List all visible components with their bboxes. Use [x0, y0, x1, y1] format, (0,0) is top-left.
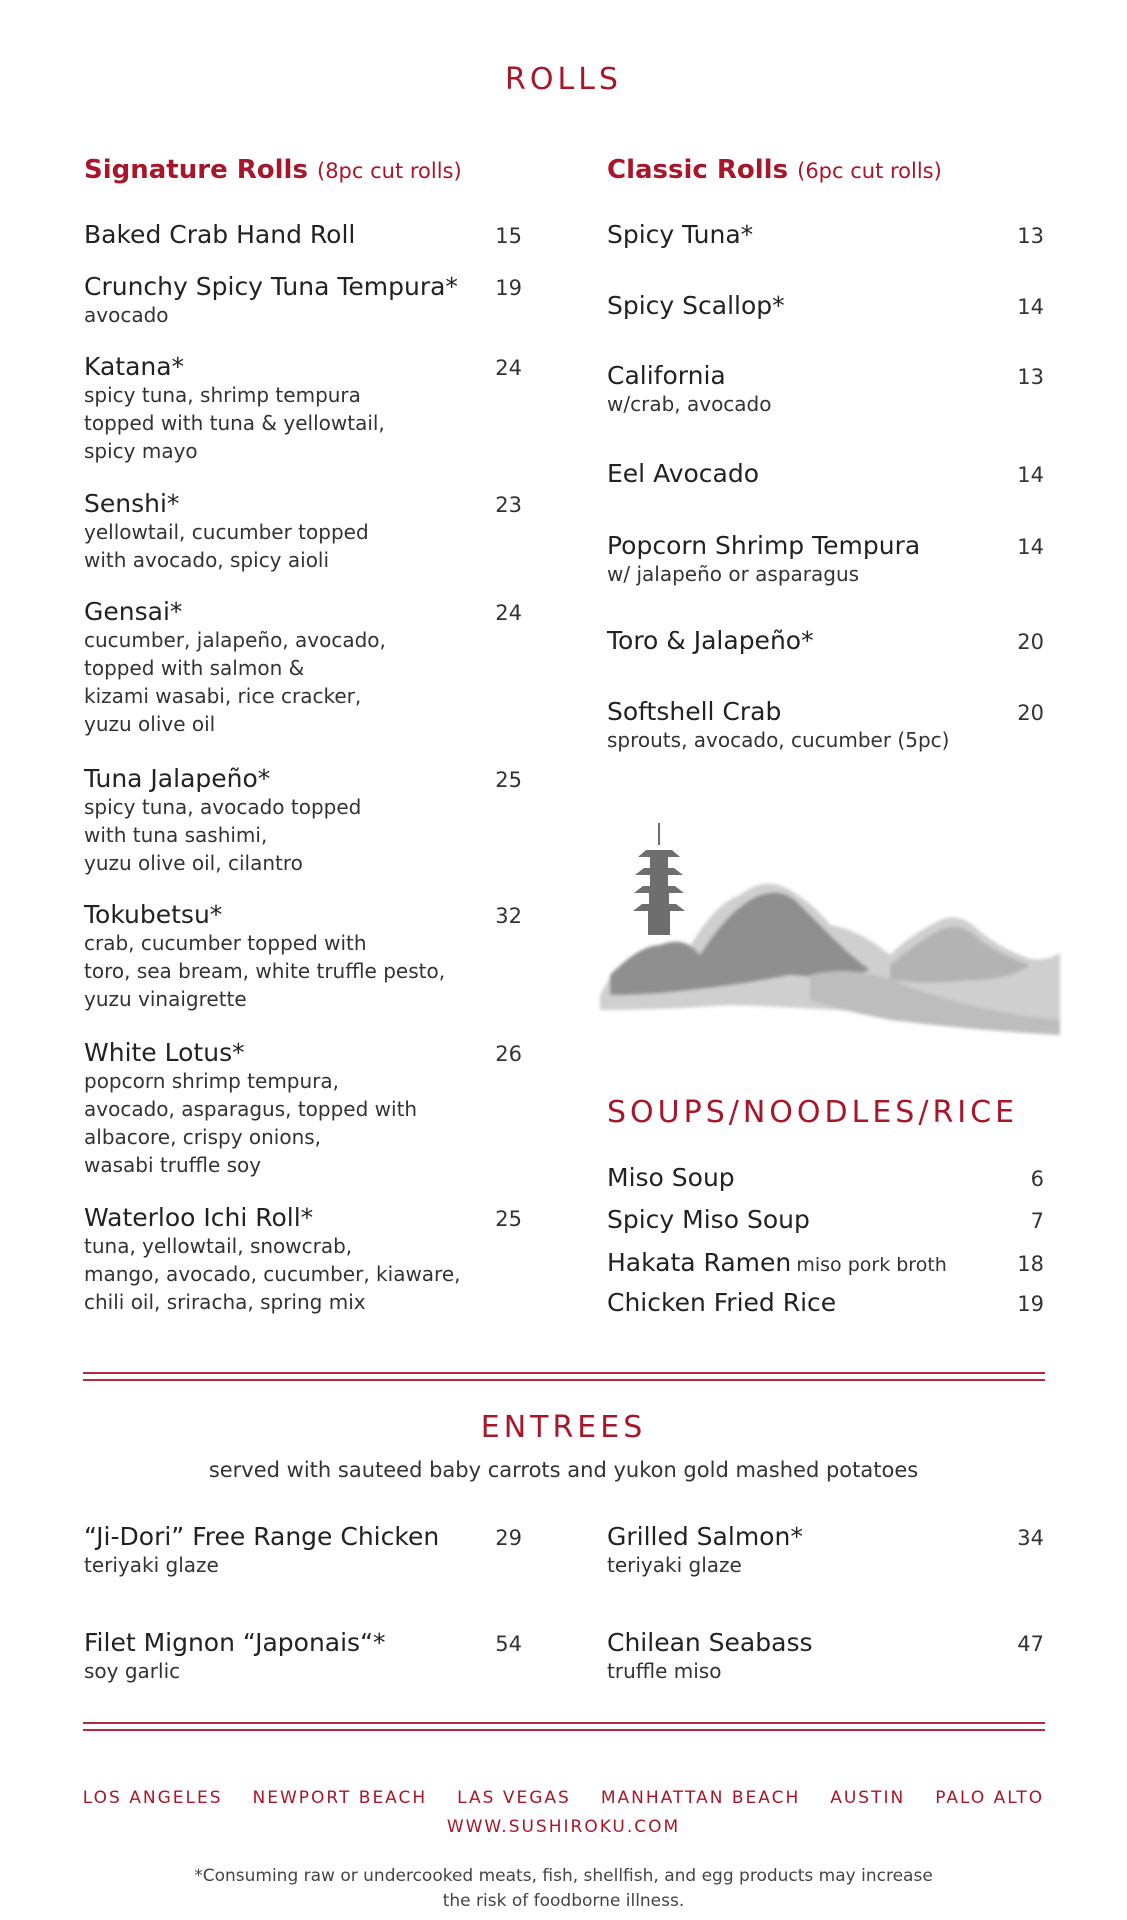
menu-item-row [84, 272, 522, 301]
menu-item-description: albacore, crispy onions, [84, 1125, 322, 1149]
menu-item-price: 25 [495, 768, 522, 792]
menu-item-price: 34 [1017, 1526, 1044, 1550]
menu-item-description: wasabi truffle soy [84, 1153, 262, 1177]
menu-item-price: 15 [495, 224, 522, 248]
menu-item-row [84, 900, 522, 929]
menu-item-row [84, 597, 522, 626]
soup-item-label [607, 1205, 810, 1234]
classic-rolls-title: Classic Rolls [607, 155, 789, 185]
menu-item-price: 54 [495, 1632, 522, 1656]
menu-item-description: yuzu vinaigrette [84, 987, 247, 1011]
menu-item-price: 32 [495, 904, 522, 928]
menu-item-price: 24 [495, 356, 522, 380]
menu-item [607, 626, 1044, 655]
menu-item-name: Popcorn Shrimp Tempura [607, 531, 921, 560]
menu-item [84, 1522, 522, 1579]
menu-item-name: Softshell Crab [607, 697, 782, 726]
menu-item [84, 272, 522, 329]
location-item: MANHATTAN BEACH [600, 1788, 801, 1808]
soup-item-name: Hakata Ramen [607, 1248, 792, 1277]
menu-item [607, 220, 1044, 249]
menu-item-description: w/crab, avocado [607, 392, 772, 416]
menu-item-description: w/ jalapeño or asparagus [607, 562, 860, 586]
menu-item [607, 459, 1044, 488]
soup-item-name: Chicken Fried Rice [607, 1288, 837, 1317]
menu-item-name: Senshi* [84, 489, 180, 518]
menu-item-price: 14 [1017, 535, 1044, 559]
menu-item [607, 1628, 1044, 1685]
menu-item-name: White Lotus* [84, 1038, 245, 1067]
soup-item-price: 18 [1017, 1252, 1044, 1276]
soups-section-title: SOUPS/NOODLES/RICE [607, 1095, 1019, 1130]
soup-item-price: 6 [1030, 1167, 1044, 1191]
menu-item-row [607, 220, 1044, 249]
menu-item [84, 220, 522, 249]
menu-item [607, 1522, 1044, 1579]
signature-rolls-note: (8pc cut rolls) [317, 159, 462, 183]
menu-item-description: spicy mayo [84, 439, 198, 463]
menu-item-price: 25 [495, 1207, 522, 1231]
menu-item-price: 13 [1017, 365, 1044, 389]
locations-list [0, 1788, 1127, 1808]
menu-item [84, 1203, 522, 1316]
divider-rule-bottom-2 [83, 1729, 1045, 1731]
disclaimer-line-2: the risk of foodborne illness. [442, 1891, 685, 1911]
location-item: LOS ANGELES [82, 1788, 223, 1808]
menu-item-description: avocado, asparagus, topped with [84, 1097, 418, 1121]
menu-item-name: Spicy Scallop* [607, 291, 785, 320]
menu-item [607, 361, 1044, 418]
soup-item [607, 1248, 1044, 1277]
menu-item-price: 26 [495, 1042, 522, 1066]
menu-item-name: Eel Avocado [607, 459, 760, 488]
menu-item-row [84, 1038, 522, 1067]
menu-item-name: Spicy Tuna* [607, 220, 754, 249]
menu-item [84, 1038, 522, 1179]
soup-item-inline-description: miso pork broth [796, 1254, 947, 1276]
soup-item-label [607, 1248, 947, 1277]
menu-item-description: soy garlic [84, 1659, 181, 1683]
menu-item [607, 697, 1044, 754]
soup-item [607, 1205, 1044, 1234]
signature-rolls-header [84, 155, 462, 185]
menu-item-description: yuzu olive oil, cilantro [84, 851, 303, 875]
menu-item-price: 14 [1017, 295, 1044, 319]
signature-rolls-title: Signature Rolls [84, 155, 308, 185]
menu-item-name: Katana* [84, 352, 185, 381]
menu-item-description: yellowtail, cucumber topped [84, 520, 369, 544]
menu-item [84, 900, 522, 1013]
menu-item-description: topped with salmon & [84, 656, 305, 680]
pagoda-mountain-landscape-icon [590, 805, 1070, 1040]
soup-item-name: Miso Soup [607, 1163, 735, 1192]
menu-item-description: teriyaki glaze [607, 1553, 742, 1577]
classic-rolls-note: (6pc cut rolls) [797, 159, 942, 183]
menu-item-description: popcorn shrimp tempura, [84, 1069, 340, 1093]
menu-item-row [84, 352, 522, 381]
divider-rule-top-1 [83, 1372, 1045, 1374]
menu-item-description: truffle miso [607, 1659, 722, 1683]
classic-rolls-header [607, 155, 942, 185]
soup-item-row [607, 1205, 1044, 1234]
soup-item-row [607, 1163, 1044, 1192]
menu-item-price: 47 [1017, 1632, 1044, 1656]
menu-item-name: Waterloo Ichi Roll* [84, 1203, 314, 1232]
location-item: LAS VEGAS [457, 1788, 571, 1808]
entrees-section-title: ENTREES [480, 1410, 647, 1445]
menu-item-row [607, 1522, 1044, 1551]
menu-item [84, 1628, 522, 1685]
menu-item-name: Toro & Jalapeño* [607, 626, 814, 655]
menu-item-name: Grilled Salmon* [607, 1522, 803, 1551]
menu-item [607, 291, 1044, 320]
soup-item-row [607, 1288, 1044, 1317]
soup-item-row [607, 1248, 1044, 1277]
menu-item-price: 23 [495, 493, 522, 517]
menu-item-name: Baked Crab Hand Roll [84, 220, 356, 249]
menu-item-row [84, 489, 522, 518]
menu-item-price: 20 [1017, 701, 1044, 725]
menu-item-row [84, 1203, 522, 1232]
menu-item-row [84, 1522, 522, 1551]
location-item: AUSTIN [830, 1788, 906, 1808]
menu-item-description: cucumber, jalapeño, avocado, [84, 628, 386, 652]
menu-item-price: 19 [495, 276, 522, 300]
menu-item-price: 24 [495, 601, 522, 625]
menu-item-name: Tokubetsu* [84, 900, 223, 929]
menu-item-name: Crunchy Spicy Tuna Tempura* [84, 272, 458, 301]
menu-item-description: with avocado, spicy aioli [84, 548, 330, 572]
menu-item-description: with tuna sashimi, [84, 823, 268, 847]
menu-item-description: kizami wasabi, rice cracker, [84, 684, 362, 708]
menu-item [607, 531, 1044, 588]
menu-item-description: tuna, yellowtail, snowcrab, [84, 1234, 353, 1258]
menu-item-name: “Ji-Dori” Free Range Chicken [84, 1522, 440, 1551]
menu-item [84, 352, 522, 465]
menu-item-row [84, 764, 522, 793]
divider-rule-top-2 [83, 1379, 1045, 1381]
menu-item-price: 29 [495, 1526, 522, 1550]
menu-item-name: Tuna Jalapeño* [84, 764, 271, 793]
menu-item-name: Gensai* [84, 597, 183, 626]
soup-item-name: Spicy Miso Soup [607, 1205, 810, 1234]
location-item: PALO ALTO [935, 1788, 1045, 1808]
menu-item-description: teriyaki glaze [84, 1553, 219, 1577]
menu-item-row [607, 626, 1044, 655]
soup-item [607, 1288, 1044, 1317]
menu-item-description: avocado [84, 303, 169, 327]
menu-item-description: yuzu olive oil [84, 712, 216, 736]
menu-item-description: spicy tuna, shrimp tempura [84, 383, 361, 407]
disclaimer-line-1: *Consuming raw or undercooked meats, fish, shellfish, and egg products may increase [194, 1866, 933, 1886]
menu-item-price: 14 [1017, 463, 1044, 487]
menu-item-row [607, 1628, 1044, 1657]
website-link[interactable]: WWW.SUSHIROKU.COM [446, 1817, 681, 1837]
entrees-served-with: served with sauteed baby carrots and yukon gold mashed potatoes [208, 1458, 919, 1482]
menu-item-price: 20 [1017, 630, 1044, 654]
menu-item-description: sprouts, avocado, cucumber (5pc) [607, 728, 950, 752]
menu-item-row [607, 697, 1044, 726]
location-item: NEWPORT BEACH [252, 1788, 428, 1808]
menu-item-description: toro, sea bream, white truffle pesto, [84, 959, 446, 983]
soup-item [607, 1163, 1044, 1192]
soup-item-label [607, 1288, 836, 1317]
menu-item [84, 764, 522, 877]
menu-item-price: 13 [1017, 224, 1044, 248]
menu-item-name: California [607, 361, 726, 390]
menu-item-row [607, 531, 1044, 560]
menu-item [84, 489, 522, 574]
soup-item-price: 19 [1017, 1292, 1044, 1316]
menu-item [84, 597, 522, 738]
menu-item-description: chili oil, sriracha, spring mix [84, 1290, 366, 1314]
menu-item-row [84, 1628, 522, 1657]
soup-item-label [607, 1163, 735, 1192]
menu-item-description: topped with tuna & yellowtail, [84, 411, 385, 435]
divider-rule-bottom-1 [83, 1722, 1045, 1724]
menu-item-row [607, 291, 1044, 320]
rolls-section-title: ROLLS [505, 62, 622, 97]
menu-item-row [607, 459, 1044, 488]
menu-item-description: mango, avocado, cucumber, kiaware, [84, 1262, 461, 1286]
food-safety-disclaimer [0, 1864, 1127, 1914]
soup-item-price: 7 [1030, 1209, 1044, 1233]
menu-item-description: spicy tuna, avocado topped [84, 795, 362, 819]
menu-item-description: crab, cucumber topped with [84, 931, 367, 955]
menu-item-name: Chilean Seabass [607, 1628, 813, 1657]
menu-item-name: Filet Mignon “Japonais“* [84, 1628, 386, 1657]
menu-item-row [607, 361, 1044, 390]
menu-item-row [84, 220, 522, 249]
